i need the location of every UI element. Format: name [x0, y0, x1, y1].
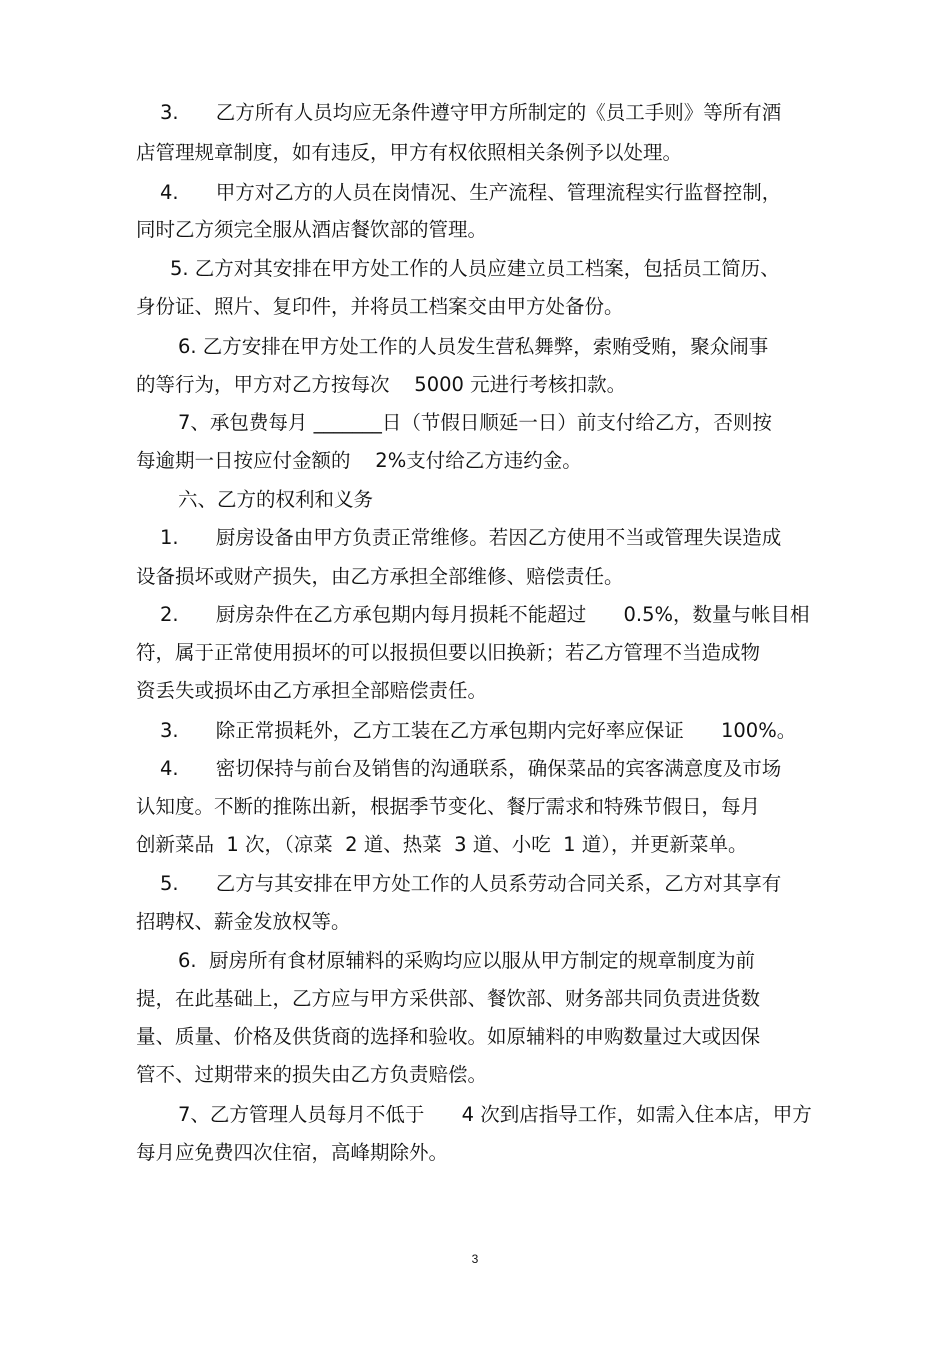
text-line: 1. 厨房设备由甲方负责正常维修。若因乙方使用不当或管理失误造成 — [160, 526, 782, 549]
text-line: 身份证、照片、复印件，并将员工档案交由甲方处备份。 — [136, 295, 624, 318]
text-line: 4. 密切保持与前台及销售的沟通联系，确保菜品的宾客满意度及市场 — [160, 757, 782, 780]
text-line: 2. 厨房杂件在乙方承包期内每月损耗不能超过 0.5%，数量与帐目相 — [160, 603, 810, 626]
text-line: 5. 乙方对其安排在甲方处工作的人员应建立员工档案，包括员工简历、 — [170, 257, 780, 280]
text-line: 7、乙方管理人员每月不低于 4 次到店指导工作，如需入住本店，甲方 — [178, 1103, 812, 1126]
text-line: 提，在此基础上，乙方应与甲方采供部、餐饮部、财务部共同负责进货数 — [136, 987, 761, 1010]
text-line: 3. 除正常损耗外，乙方工装在乙方承包期内完好率应保证 100%。 — [160, 719, 797, 742]
text-line: 认知度。不断的推陈出新，根据季节变化、餐厅需求和特殊节假日，每月 — [136, 795, 761, 818]
text-line: 同时乙方须完全服从酒店餐饮部的管理。 — [136, 218, 488, 241]
text-line: 的等行为，甲方对乙方按每次 5000 元进行考核扣款。 — [136, 373, 627, 396]
text-line: 招聘权、薪金发放权等。 — [136, 910, 351, 933]
text-line: 4. 甲方对乙方的人员在岗情况、生产流程、管理流程实行监督控制， — [160, 181, 782, 204]
text-line: 资丢失或损坏由乙方承担全部赔偿责任。 — [136, 679, 488, 702]
text-line: 设备损坏或财产损失，由乙方承担全部维修、赔偿责任。 — [136, 565, 624, 588]
text-line: 3. 乙方所有人员均应无条件遵守甲方所制定的《员工手则》等所有酒 — [160, 101, 782, 124]
text-line: 店管理规章制度，如有违反，甲方有权依照相关条例予以处理。 — [136, 141, 683, 164]
text-line: 符，属于正常使用损坏的可以报损但要以旧换新；若乙方管理不当造成物 — [136, 641, 761, 664]
text-line: 每逾期一日按应付金额的 2%支付给乙方违约金。 — [136, 449, 582, 472]
page-number: 3 — [471, 1252, 479, 1266]
text-line: 6. 乙方安排在甲方处工作的人员发生营私舞弊，索贿受贿，聚众闹事 — [178, 335, 769, 358]
section-heading: 六、乙方的权利和义务 — [178, 488, 374, 511]
text-line: 管不、过期带来的损失由乙方负责赔偿。 — [136, 1063, 488, 1086]
text-line: 5. 乙方与其安排在甲方处工作的人员系劳动合同关系，乙方对其享有 — [160, 872, 782, 895]
text-line: 创新菜品 1 次，（凉菜 2 道、热菜 3 道、小吃 1 道），并更新菜单。 — [136, 833, 748, 856]
text-line: 6. 厨房所有食材原辅料的采购均应以服从甲方制定的规章制度为前 — [178, 949, 756, 972]
text-line: 7、承包费每月 _______日（节假日顺延一日）前支付给乙方，否则按 — [178, 411, 772, 434]
text-line: 量、质量、价格及供货商的选择和验收。如原辅料的申购数量过大或因保 — [136, 1025, 761, 1048]
text-line: 每月应免费四次住宿，高峰期除外。 — [136, 1141, 449, 1164]
